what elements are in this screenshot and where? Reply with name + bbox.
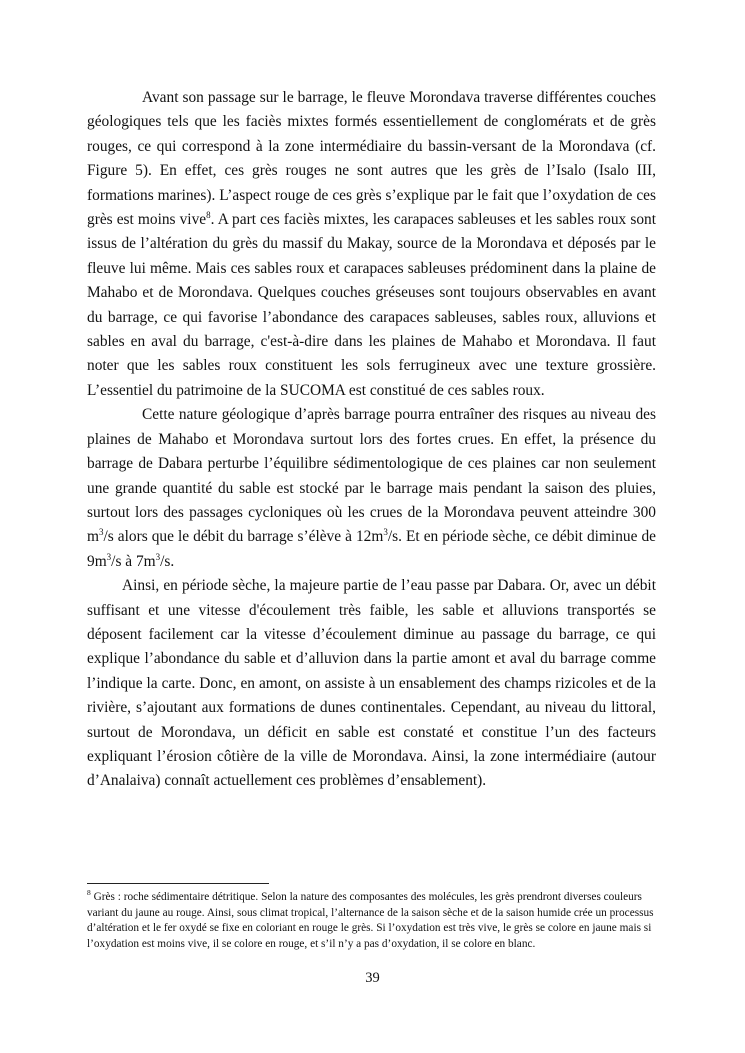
superscript: 3	[106, 551, 112, 562]
paragraph-2-text-b: /s alors que le débit du barrage s’élève à 12m	[103, 528, 384, 546]
paragraph-2-text-d: /s à 7m	[111, 552, 156, 570]
paragraph-1	[87, 86, 656, 403]
superscript: 3	[155, 551, 161, 562]
paragraph-2	[87, 403, 656, 574]
footnote-separator	[87, 883, 269, 884]
footnote-text: Grès : roche sédimentaire détritique. Selon la nature des composantes des molécules, les grès prendront diverses couleurs variant du jaune au rouge. Ainsi, sous climat tropical, l’alternance de la saison sèche et de la saison humide crée un processus d’altération et le fer oxydé se fixe en coloriant en rouge le grès. Si l’oxydation est très vive, le grès se colore en jaune mais si l’oxydation est moins vive, il se colore en rouge, et s’il n’y a pas d’oxydation, il se colore en blanc.	[87, 891, 654, 951]
paragraph-2-text-c: /s. Et en période sèche, ce débit diminue de 9m	[87, 528, 656, 570]
superscript: 3	[383, 527, 388, 538]
paragraph-3: Ainsi, en période sèche, la majeure partie de l’eau passe par Dabara. Or, avec un débit suffisant et une vitesse d'écoulement très faible, les sable et alluvions transportés se déposent facilement car la vitesse d’écoulement diminue au passage du barrage, ce qui explique l’abondance du sable et d’alluvion dans la partie amont et aval du barrage comme l’indique la carte. Donc, en amont, on assiste à un ensablement des champs rizicoles et de la rivière, s’ajoutant aux formations de dunes continentales. Cependant, au niveau du littoral, surtout de Morondava, un déficit en sable est constaté et constitue l’un des facteurs expliquant l’érosion côtière de la ville de Morondava. Ainsi, la zone intermédiaire (autour d’Analaiva) connaît actuellement ces problèmes d’ensablement).	[87, 577, 656, 790]
page-number: 39	[365, 970, 380, 986]
footnote-reference: 8	[206, 209, 211, 220]
footnote	[87, 890, 656, 953]
footnote-paragraph	[87, 890, 656, 953]
paragraph-1-text-a: Avant son passage sur le barrage, le fleuve Morondava traverse différentes couches géologiques tels que les faciès mixtes formés essentiellement de conglomérats et de grès rouges, ce qui correspond à la zone intermédiaire du bassin-versant de la Morondava (cf. Figure 5). En effet, ces grès rouges ne sont autres que les grès de l’Isalo (Isalo III, formations marines). L’aspect rouge de ces grès s’explique par le fait que l’oxydation de ces grès est moins vive	[87, 89, 656, 229]
body-text	[87, 86, 656, 794]
superscript: 3	[98, 527, 104, 538]
paragraph-2-text-e: /s.	[160, 552, 175, 570]
footnote-number: 8	[87, 888, 91, 898]
paragraph-1-text-b: . A part ces faciès mixtes, les carapaces sableuses et les sables roux sont issus de l’altération du grès du massif du Makay, source de la Morondava et déposés par le fleuve lui même. Mais ces sables roux et carapaces sableuses prédominent dans la plaine de Mahabo et de Morondava. Quelques couches gréseuses sont toujours observables en avant du barrage, ce qui favorise l’abondance des carapaces sableuses, sables roux, alluvions et sables en aval du barrage, c'est-à-dire dans les plaines de Mahabo et Morondava. Il faut noter que les sables roux constituent les sols ferrugineux avec une texture grossière. L’essentiel du patrimoine de la SUCOMA est constitué de ces sables roux.	[87, 211, 656, 399]
paragraph-2-text-a: Cette nature géologique d’après barrage pourra entraîner des risques au niveau des plaines de Mahabo et Morondava surtout lors des fortes crues. En effet, la présence du barrage de Dabara perturbe l’équilibre sédimentologique de ces plaines car non seulement une grande quantité du sable est stocké par le barrage mais pendant la saison des pluies, surtout lors des passages cycloniques où les crues de la Morondava peuvent atteindre 300 m	[87, 406, 656, 546]
